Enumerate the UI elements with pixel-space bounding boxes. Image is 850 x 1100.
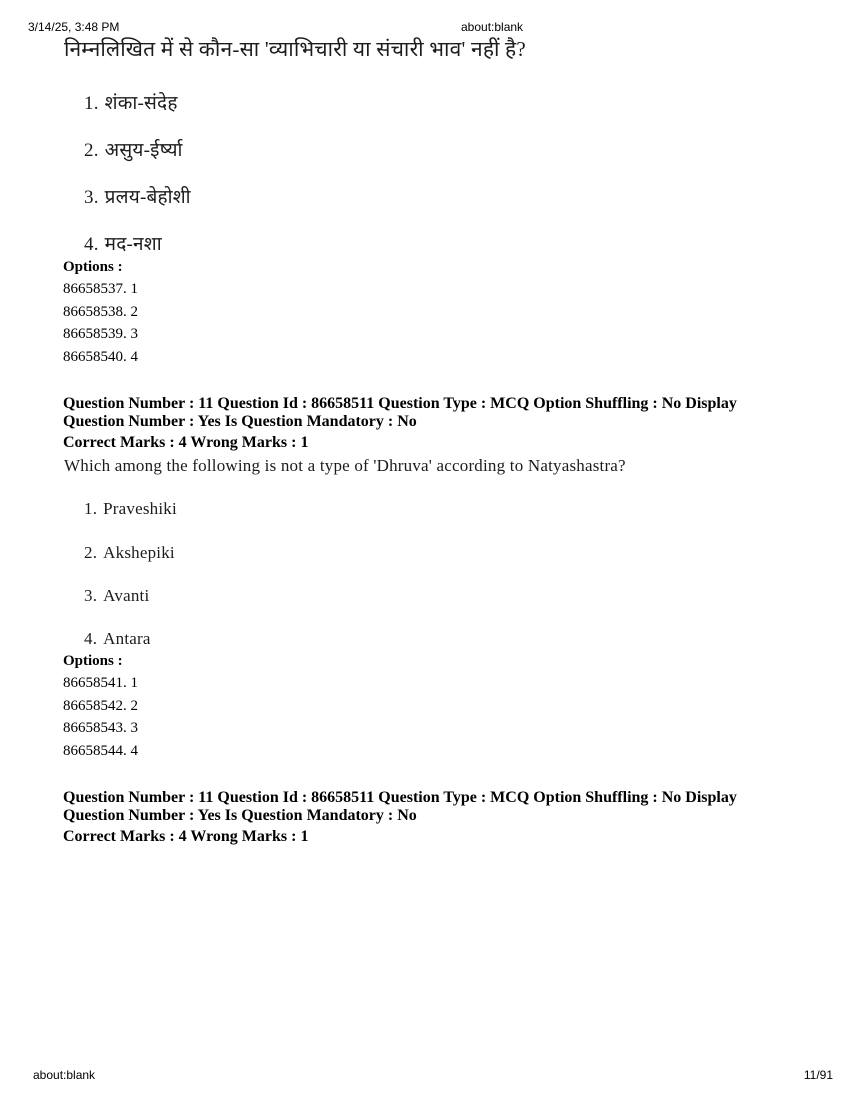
choice-number: 3. <box>84 187 99 208</box>
next-question-meta-block <box>63 789 775 846</box>
choice-number: 1. <box>84 499 98 518</box>
question-meta-line: Question Number : 11 Question Id : 86658511 Question Type : MCQ Option Shuffling : No Display Question Number : Yes Is Question Mandatory : No <box>63 395 737 430</box>
hindi-options-list <box>63 256 138 368</box>
question-marks-line: Correct Marks : 4 Wrong Marks : 1 <box>63 828 309 845</box>
option-id-row: 86658537. 1 <box>63 281 138 298</box>
choice-number: 4. <box>84 629 98 648</box>
english-options-list <box>63 650 138 762</box>
option-id-row: 86658539. 3 <box>63 326 138 343</box>
choice-label: प्रलय-बेहोशी <box>104 187 191 208</box>
option-id-row: 86658543. 3 <box>63 720 138 737</box>
option-id-row: 86658541. 1 <box>63 675 138 692</box>
print-header-datetime: 3/14/25, 3:48 PM <box>28 20 120 34</box>
option-id-row: 86658544. 4 <box>63 742 138 759</box>
options-label: Options : <box>63 259 123 275</box>
english-choice-1 <box>84 499 177 519</box>
choice-label: Praveshiki <box>103 499 177 518</box>
option-id-row: 86658542. 2 <box>63 697 138 714</box>
hindi-choice-3 <box>84 183 191 209</box>
question-hindi-text: निम्नलिखित में से कौन-सा 'व्याभिचारी या संचारी भाव' नहीं है? <box>64 37 526 61</box>
choice-number: 3. <box>84 586 98 605</box>
print-footer-page-number: 11/91 <box>803 1068 833 1082</box>
question-meta-block <box>63 395 775 452</box>
choice-number: 2. <box>84 543 98 562</box>
choice-label: Antara <box>103 629 151 648</box>
choice-label: असुय-ईर्ष्या <box>104 140 183 161</box>
choice-label: मद-नशा <box>104 234 162 255</box>
choice-label: Akshepiki <box>103 543 175 562</box>
english-choice-2 <box>84 543 175 563</box>
question-marks-line: Correct Marks : 4 Wrong Marks : 1 <box>63 434 309 451</box>
hindi-choice-2 <box>84 136 183 162</box>
choice-label: शंका-संदेह <box>104 93 178 114</box>
english-choice-3 <box>84 586 149 606</box>
choice-number: 1. <box>84 93 99 114</box>
print-footer-source: about:blank <box>33 1068 96 1082</box>
hindi-choice-1 <box>84 89 178 115</box>
choice-label: Avanti <box>103 586 150 605</box>
choice-number: 2. <box>84 140 99 161</box>
print-header-title: about:blank <box>461 20 524 34</box>
option-id-row: 86658538. 2 <box>63 303 138 320</box>
choice-number: 4. <box>84 234 99 255</box>
hindi-choice-4 <box>84 230 162 256</box>
question-meta-line: Question Number : 11 Question Id : 86658511 Question Type : MCQ Option Shuffling : No Display Question Number : Yes Is Question Mandatory : No <box>63 789 737 824</box>
option-id-row: 86658540. 4 <box>63 348 138 365</box>
options-label: Options : <box>63 653 123 669</box>
english-choice-4 <box>84 629 151 649</box>
question-english-text: Which among the following is not a type of 'Dhruva' according to Natyashastra? <box>64 456 626 475</box>
